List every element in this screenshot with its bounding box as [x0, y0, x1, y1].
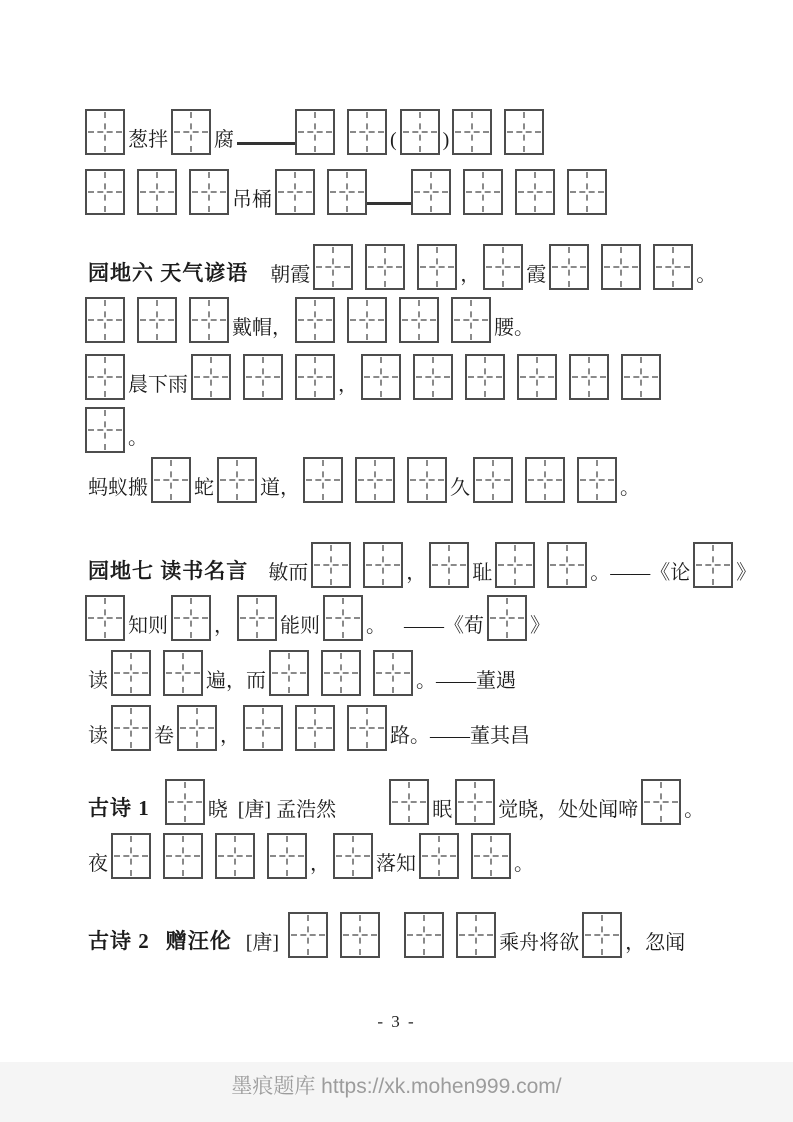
tianzige-writing-box: [404, 912, 444, 958]
tianzige-writing-box: [171, 595, 211, 641]
tianzige-writing-box: [171, 109, 211, 155]
tianzige-writing-box: [373, 650, 413, 696]
worksheet-text: 葱拌: [128, 129, 168, 151]
spacer: [339, 824, 389, 825]
worksheet-text: 遍，而: [206, 670, 266, 692]
connector-line: [237, 142, 295, 145]
tianzige-writing-box: [517, 354, 557, 400]
tianzige-writing-box: [547, 542, 587, 588]
tianzige-writing-box: [463, 169, 503, 215]
tianzige-writing-box: [340, 912, 380, 958]
tianzige-writing-box: [137, 297, 177, 343]
worksheet-line: [85, 406, 793, 453]
worksheet-text: 霞: [526, 264, 547, 286]
tianzige-writing-box: [269, 650, 309, 696]
worksheet-text: 朝霞: [270, 264, 311, 286]
tianzige-writing-box: [165, 779, 205, 825]
worksheet-text: 卷: [154, 725, 174, 747]
tianzige-writing-box: [313, 244, 353, 290]
tianzige-writing-box: [111, 705, 151, 751]
worksheet-text: 腐: [214, 129, 234, 151]
worksheet-text: ，: [220, 725, 240, 747]
worksheet-line: [85, 778, 793, 825]
tianzige-writing-box: [327, 169, 367, 215]
tianzige-writing-box: [323, 595, 363, 641]
worksheet-text: 。: [366, 615, 386, 637]
tianzige-writing-box: [85, 407, 125, 453]
tianzige-writing-box: [504, 109, 544, 155]
tianzige-writing-box: [601, 244, 641, 290]
worksheet-text: ，: [310, 853, 330, 875]
tianzige-writing-box: [311, 542, 351, 588]
worksheet-text: [唐] 孟浩然: [237, 799, 337, 821]
tianzige-writing-box: [641, 779, 681, 825]
tianzige-writing-box: [295, 297, 335, 343]
worksheet-line: [85, 168, 793, 215]
tianzige-writing-box: [85, 297, 125, 343]
worksheet-text: 读: [88, 725, 108, 747]
tianzige-writing-box: [413, 354, 453, 400]
worksheet-line: [85, 704, 793, 751]
tianzige-writing-box: [483, 244, 523, 290]
worksheet-text: 腰。: [494, 317, 534, 339]
worksheet-text: ，: [338, 374, 358, 396]
worksheet-text: 耻: [472, 562, 493, 584]
section-title: 赠汪伦: [165, 929, 232, 953]
tianzige-writing-box: [569, 354, 609, 400]
tianzige-writing-box: [465, 354, 505, 400]
worksheet-text: 吊桶: [232, 189, 272, 211]
tianzige-writing-box: [288, 912, 328, 958]
tianzige-writing-box: [237, 595, 277, 641]
worksheet-line: [85, 832, 793, 879]
worksheet-line: [85, 296, 793, 343]
tianzige-writing-box: [333, 833, 373, 879]
worksheet-text: 。: [128, 427, 148, 449]
worksheet-text: 知则: [128, 615, 168, 637]
tianzige-writing-box: [577, 457, 617, 503]
worksheet-text: [唐]: [245, 932, 280, 954]
tianzige-writing-box: [417, 244, 457, 290]
worksheet-text: 落知: [376, 853, 416, 875]
worksheet-text: 乘舟将欲: [499, 932, 580, 954]
tianzige-writing-box: [549, 244, 589, 290]
worksheet-line: [85, 243, 793, 290]
worksheet-text: 。: [514, 853, 534, 875]
worksheet-text: 夜: [88, 853, 108, 875]
worksheet-text: 能则: [280, 615, 320, 637]
tianzige-writing-box: [567, 169, 607, 215]
tianzige-writing-box: [389, 779, 429, 825]
tianzige-writing-box: [137, 169, 177, 215]
connector-line: [367, 202, 411, 205]
spacer: [153, 957, 163, 958]
spacer: [153, 824, 165, 825]
tianzige-writing-box: [347, 109, 387, 155]
tianzige-writing-box: [215, 833, 255, 879]
worksheet-text: 道，: [260, 477, 300, 499]
worksheet-text: 》: [736, 562, 757, 584]
tianzige-writing-box: [151, 457, 191, 503]
tianzige-writing-box: [243, 705, 283, 751]
tianzige-writing-box: [452, 109, 492, 155]
tianzige-writing-box: [177, 705, 217, 751]
worksheet-text: ——《荀: [404, 615, 484, 637]
footer-bar: [0, 1062, 793, 1122]
tianzige-writing-box: [693, 542, 733, 588]
tianzige-writing-box: [515, 169, 555, 215]
tianzige-writing-box: [295, 109, 335, 155]
spacer: [251, 289, 267, 290]
section-title: 古诗 1: [88, 796, 150, 820]
tianzige-writing-box: [217, 457, 257, 503]
tianzige-writing-box: [361, 354, 401, 400]
tianzige-writing-box: [321, 650, 361, 696]
tianzige-writing-box: [653, 244, 693, 290]
footer-link[interactable]: 墨痕题库 https://xk.mohen999.com/: [231, 1075, 562, 1098]
worksheet-line: [85, 456, 793, 503]
tianzige-writing-box: [267, 833, 307, 879]
tianzige-writing-box: [85, 169, 125, 215]
worksheet-text: 读: [88, 670, 108, 692]
tianzige-writing-box: [473, 457, 513, 503]
worksheet-text: 蚂蚁搬: [88, 477, 148, 499]
tianzige-writing-box: [163, 650, 203, 696]
section-title: 园地六 天气谚语: [88, 261, 249, 285]
worksheet-line: [85, 108, 793, 155]
worksheet-text: 。: [620, 477, 640, 499]
tianzige-writing-box: [243, 354, 283, 400]
worksheet-line: [85, 649, 793, 696]
tianzige-writing-box: [111, 833, 151, 879]
tianzige-writing-box: [85, 109, 125, 155]
section-title: 古诗 2: [88, 929, 150, 953]
worksheet-text: ，: [460, 264, 481, 286]
tianzige-writing-box: [295, 705, 335, 751]
tianzige-writing-box: [487, 595, 527, 641]
tianzige-writing-box: [163, 833, 203, 879]
worksheet-text: 晨下雨: [128, 374, 188, 396]
worksheet-text: 戴帽，: [232, 317, 292, 339]
worksheet-line: [85, 353, 793, 400]
worksheet-line: [85, 911, 793, 958]
worksheet-text: 。——《论: [590, 562, 691, 584]
tianzige-writing-box: [111, 650, 151, 696]
worksheet-line: [85, 541, 793, 588]
spacer: [380, 957, 404, 958]
tianzige-writing-box: [295, 354, 335, 400]
worksheet-text: 久: [450, 477, 470, 499]
tianzige-writing-box: [495, 542, 535, 588]
tianzige-writing-box: [85, 354, 125, 400]
tianzige-writing-box: [347, 297, 387, 343]
worksheet-text: 觉晓，处处闻啼: [498, 799, 639, 821]
worksheet-text: ，忽闻: [625, 932, 686, 954]
page-number: - 3 -: [377, 1012, 416, 1031]
worksheet-text: ，: [406, 562, 427, 584]
worksheet-line: [85, 594, 793, 641]
worksheet-text: 。——董遇: [416, 670, 516, 692]
worksheet-text: 晓: [207, 799, 228, 821]
tianzige-writing-box: [621, 354, 661, 400]
spacer: [235, 957, 243, 958]
worksheet-text: ，: [214, 615, 234, 637]
worksheet-text: 敏而: [268, 562, 309, 584]
worksheet-text: (: [390, 129, 397, 151]
spacer: [251, 587, 265, 588]
tianzige-writing-box: [365, 244, 405, 290]
worksheet-text: 眠: [432, 799, 453, 821]
tianzige-writing-box: [363, 542, 403, 588]
tianzige-writing-box: [85, 595, 125, 641]
worksheet-text: 》: [530, 615, 550, 637]
tianzige-writing-box: [189, 297, 229, 343]
section-title: 园地七 读书名言: [88, 559, 249, 583]
tianzige-writing-box: [347, 705, 387, 751]
tianzige-writing-box: [451, 297, 491, 343]
worksheet-text: 蛇: [194, 477, 214, 499]
worksheet-text: 路。——董其昌: [390, 725, 530, 747]
tianzige-writing-box: [411, 169, 451, 215]
tianzige-writing-box: [355, 457, 395, 503]
spacer: [389, 640, 401, 641]
worksheet-lines: [85, 108, 793, 958]
worksheet-text: ): [442, 129, 450, 151]
tianzige-writing-box: [400, 109, 440, 155]
tianzige-writing-box: [525, 457, 565, 503]
tianzige-writing-box: [407, 457, 447, 503]
tianzige-writing-box: [455, 779, 495, 825]
worksheet-text: 。: [696, 264, 717, 286]
tianzige-writing-box: [582, 912, 622, 958]
tianzige-writing-box: [419, 833, 459, 879]
tianzige-writing-box: [471, 833, 511, 879]
tianzige-writing-box: [303, 457, 343, 503]
worksheet-text: 。: [684, 799, 705, 821]
tianzige-writing-box: [191, 354, 231, 400]
tianzige-writing-box: [429, 542, 469, 588]
tianzige-writing-box: [456, 912, 496, 958]
tianzige-writing-box: [275, 169, 315, 215]
tianzige-writing-box: [399, 297, 439, 343]
tianzige-writing-box: [189, 169, 229, 215]
